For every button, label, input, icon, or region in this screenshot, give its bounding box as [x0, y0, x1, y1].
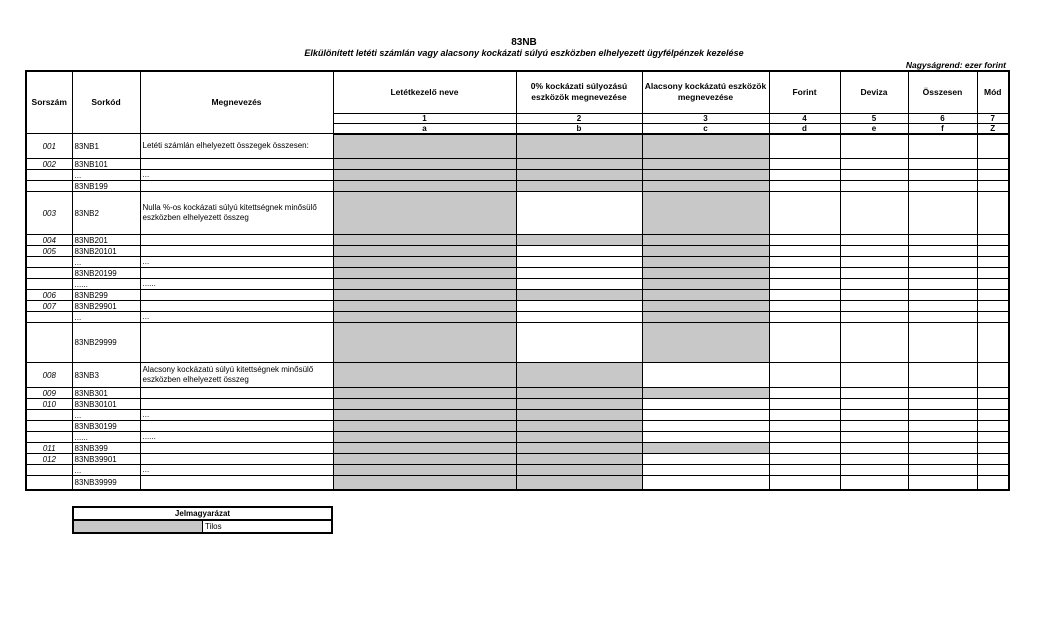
col-letter: b [516, 123, 642, 134]
forbidden-cell-letetkezelo [333, 465, 516, 476]
input-cell-low-risk[interactable] [642, 465, 769, 476]
col-number: 2 [516, 113, 642, 123]
table-row [26, 443, 1009, 454]
forbidden-cell-zero-risk [516, 454, 642, 465]
table-row [26, 301, 1009, 312]
row-megnevezes [140, 301, 333, 312]
input-cell-forint[interactable] [769, 323, 840, 363]
input-cell-osszesen[interactable] [908, 290, 977, 301]
input-cell-mod[interactable] [977, 268, 1009, 279]
row-sorszam: 011 [26, 443, 72, 454]
table-row [26, 235, 1009, 246]
col-letter: e [840, 123, 908, 134]
input-cell-mod[interactable] [977, 279, 1009, 290]
forbidden-cell-low-risk [642, 279, 769, 290]
row-sorkod: 83NB29999 [72, 323, 140, 363]
col-letter: c [642, 123, 769, 134]
row-sorszam [26, 279, 72, 290]
row-megnevezes: ... [140, 170, 333, 181]
col-header-low-risk: Alacsony kockázatú eszközök megnevezése [642, 71, 769, 113]
input-cell-mod[interactable] [977, 192, 1009, 235]
input-cell-deviza[interactable] [840, 192, 908, 235]
input-cell-mod[interactable] [977, 421, 1009, 432]
col-number: 6 [908, 113, 977, 123]
forbidden-cell-zero-risk [516, 465, 642, 476]
forbidden-cell-low-risk [642, 290, 769, 301]
row-sorszam [26, 257, 72, 268]
forbidden-cell-letetkezelo [333, 432, 516, 443]
forbidden-cell-zero-risk [516, 181, 642, 192]
row-megnevezes [140, 181, 333, 192]
input-cell-osszesen[interactable] [908, 134, 977, 159]
table-row [26, 134, 1009, 159]
input-cell-forint[interactable] [769, 181, 840, 192]
input-cell-mod[interactable] [977, 399, 1009, 410]
forbidden-cell-letetkezelo [333, 257, 516, 268]
input-cell-low-risk[interactable] [642, 410, 769, 421]
row-megnevezes: Letéti számlán elhelyezett összegek összesen: [140, 134, 333, 159]
input-cell-zero-risk[interactable] [516, 192, 642, 235]
forbidden-cell-low-risk [642, 181, 769, 192]
row-sorkod: 83NB299 [72, 290, 140, 301]
row-sorkod: 83NB199 [72, 181, 140, 192]
input-cell-low-risk[interactable] [642, 363, 769, 388]
input-cell-osszesen[interactable] [908, 476, 977, 490]
input-cell-osszesen[interactable] [908, 443, 977, 454]
row-megnevezes [140, 290, 333, 301]
input-cell-zero-risk[interactable] [516, 312, 642, 323]
input-cell-deviza[interactable] [840, 454, 908, 465]
row-sorkod: ... [72, 170, 140, 181]
forbidden-cell-low-risk [642, 192, 769, 235]
input-cell-osszesen[interactable] [908, 312, 977, 323]
table-row [26, 323, 1009, 363]
input-cell-forint[interactable] [769, 290, 840, 301]
table-row [26, 399, 1009, 410]
input-cell-mod[interactable] [977, 235, 1009, 246]
input-cell-mod[interactable] [977, 410, 1009, 421]
table-row [26, 454, 1009, 465]
table-row [26, 312, 1009, 323]
input-cell-osszesen[interactable] [908, 421, 977, 432]
forbidden-cell-letetkezelo [333, 363, 516, 388]
form-subtitle: Elkülönített letéti számlán vagy alacsony kockázati súlyú eszközben elhelyezett ügyfélpénzek kezelése [304, 48, 744, 58]
col-header-sorkod: Sorkód [72, 71, 140, 134]
input-cell-forint[interactable] [769, 312, 840, 323]
row-sorszam: 004 [26, 235, 72, 246]
forbidden-cell-letetkezelo [333, 312, 516, 323]
row-megnevezes [140, 443, 333, 454]
input-cell-osszesen[interactable] [908, 159, 977, 170]
input-cell-osszesen[interactable] [908, 465, 977, 476]
input-cell-deviza[interactable] [840, 312, 908, 323]
legend [72, 506, 333, 534]
input-cell-low-risk[interactable] [642, 454, 769, 465]
col-header-megnevezes: Megnevezés [140, 71, 333, 134]
input-cell-osszesen[interactable] [908, 454, 977, 465]
col-header-letetkezelo: Letétkezelő neve [333, 71, 516, 113]
input-cell-mod[interactable] [977, 476, 1009, 490]
input-cell-osszesen[interactable] [908, 410, 977, 421]
row-megnevezes: ...... [140, 279, 333, 290]
table-row [26, 279, 1009, 290]
input-cell-forint[interactable] [769, 235, 840, 246]
forbidden-cell-zero-risk [516, 290, 642, 301]
row-megnevezes [140, 323, 333, 363]
row-sorszam: 002 [26, 159, 72, 170]
col-header-forint: Forint [769, 71, 840, 113]
forbidden-cell-letetkezelo [333, 268, 516, 279]
input-cell-osszesen[interactable] [908, 246, 977, 257]
row-sorkod: 83NB1 [72, 134, 140, 159]
input-cell-zero-risk[interactable] [516, 301, 642, 312]
input-cell-mod[interactable] [977, 170, 1009, 181]
input-cell-deviza[interactable] [840, 363, 908, 388]
table-row [26, 410, 1009, 421]
legend-forbidden-swatch [73, 520, 203, 533]
input-cell-forint[interactable] [769, 410, 840, 421]
input-cell-osszesen[interactable] [908, 192, 977, 235]
row-sorszam: 010 [26, 399, 72, 410]
table-row [26, 257, 1009, 268]
forbidden-cell-letetkezelo [333, 192, 516, 235]
input-cell-deviza[interactable] [840, 268, 908, 279]
col-header-zero-risk: 0% kockázati súlyozású eszközök megnevezése [516, 71, 642, 113]
input-cell-osszesen[interactable] [908, 432, 977, 443]
row-sorkod: ...... [72, 432, 140, 443]
input-cell-forint[interactable] [769, 301, 840, 312]
legend-forbidden-label: Tilos [203, 520, 333, 533]
input-cell-mod[interactable] [977, 465, 1009, 476]
forbidden-cell-letetkezelo [333, 279, 516, 290]
input-cell-deviza[interactable] [840, 279, 908, 290]
input-cell-deviza[interactable] [840, 432, 908, 443]
row-sorszam: 007 [26, 301, 72, 312]
forbidden-cell-low-risk [642, 235, 769, 246]
input-cell-forint[interactable] [769, 268, 840, 279]
col-letter: a [333, 123, 516, 134]
forbidden-cell-low-risk [642, 323, 769, 363]
row-sorkod: 83NB201 [72, 235, 140, 246]
input-cell-mod[interactable] [977, 363, 1009, 388]
input-cell-osszesen[interactable] [908, 257, 977, 268]
input-cell-osszesen[interactable] [908, 181, 977, 192]
input-cell-deviza[interactable] [840, 134, 908, 159]
forbidden-cell-letetkezelo [333, 454, 516, 465]
input-cell-forint[interactable] [769, 363, 840, 388]
input-cell-forint[interactable] [769, 246, 840, 257]
row-sorkod: 83NB101 [72, 159, 140, 170]
row-sorszam [26, 268, 72, 279]
row-sorszam [26, 432, 72, 443]
forbidden-cell-zero-risk [516, 235, 642, 246]
forbidden-cell-letetkezelo [333, 181, 516, 192]
forbidden-cell-letetkezelo [333, 399, 516, 410]
input-cell-deviza[interactable] [840, 410, 908, 421]
input-cell-forint[interactable] [769, 257, 840, 268]
table-row [26, 465, 1009, 476]
input-cell-zero-risk[interactable] [516, 246, 642, 257]
forbidden-cell-low-risk [642, 170, 769, 181]
table-row [26, 476, 1009, 490]
row-megnevezes [140, 268, 333, 279]
row-sorkod: 83NB20101 [72, 246, 140, 257]
row-megnevezes [140, 246, 333, 257]
input-cell-deviza[interactable] [840, 323, 908, 363]
input-cell-osszesen[interactable] [908, 399, 977, 410]
row-sorszam [26, 181, 72, 192]
forbidden-cell-low-risk [642, 134, 769, 159]
forbidden-cell-low-risk [642, 268, 769, 279]
row-sorszam: 001 [26, 134, 72, 159]
input-cell-low-risk[interactable] [642, 476, 769, 490]
col-number: 7 [977, 113, 1009, 123]
forbidden-cell-low-risk [642, 159, 769, 170]
input-cell-low-risk[interactable] [642, 399, 769, 410]
forbidden-cell-letetkezelo [333, 159, 516, 170]
row-sorkod: 83NB39901 [72, 454, 140, 465]
row-sorszam: 009 [26, 388, 72, 399]
row-sorszam: 012 [26, 454, 72, 465]
input-cell-osszesen[interactable] [908, 268, 977, 279]
forbidden-cell-zero-risk [516, 134, 642, 159]
col-letter: f [908, 123, 977, 134]
row-sorkod: ... [72, 257, 140, 268]
forbidden-cell-letetkezelo [333, 134, 516, 159]
row-megnevezes: ... [140, 410, 333, 421]
forbidden-cell-zero-risk [516, 432, 642, 443]
row-sorkod: ... [72, 410, 140, 421]
input-cell-osszesen[interactable] [908, 301, 977, 312]
input-cell-mod[interactable] [977, 443, 1009, 454]
input-cell-deviza[interactable] [840, 301, 908, 312]
forbidden-cell-low-risk [642, 312, 769, 323]
row-sorkod: 83NB29901 [72, 301, 140, 312]
input-cell-forint[interactable] [769, 170, 840, 181]
forbidden-cell-zero-risk [516, 159, 642, 170]
row-sorszam [26, 323, 72, 363]
input-cell-mod[interactable] [977, 312, 1009, 323]
forbidden-cell-letetkezelo [333, 235, 516, 246]
input-cell-mod[interactable] [977, 454, 1009, 465]
input-cell-deviza[interactable] [840, 181, 908, 192]
input-cell-mod[interactable] [977, 159, 1009, 170]
row-sorkod: ... [72, 465, 140, 476]
form-code-title: 83NB [511, 37, 537, 48]
col-number: 3 [642, 113, 769, 123]
row-megnevezes: ... [140, 465, 333, 476]
input-cell-osszesen[interactable] [908, 279, 977, 290]
table-row [26, 170, 1009, 181]
input-cell-osszesen[interactable] [908, 388, 977, 399]
input-cell-osszesen[interactable] [908, 363, 977, 388]
forbidden-cell-letetkezelo [333, 388, 516, 399]
input-cell-forint[interactable] [769, 454, 840, 465]
input-cell-forint[interactable] [769, 432, 840, 443]
input-cell-forint[interactable] [769, 279, 840, 290]
forbidden-cell-low-risk [642, 246, 769, 257]
input-cell-zero-risk[interactable] [516, 268, 642, 279]
input-cell-deviza[interactable] [840, 421, 908, 432]
forbidden-cell-zero-risk [516, 399, 642, 410]
input-cell-mod[interactable] [977, 301, 1009, 312]
input-cell-forint[interactable] [769, 134, 840, 159]
forbidden-cell-low-risk [642, 443, 769, 454]
row-sorszam [26, 312, 72, 323]
input-cell-deviza[interactable] [840, 170, 908, 181]
input-cell-deviza[interactable] [840, 443, 908, 454]
row-megnevezes [140, 235, 333, 246]
input-cell-deviza[interactable] [840, 290, 908, 301]
input-cell-mod[interactable] [977, 181, 1009, 192]
table-body [26, 134, 1009, 490]
input-cell-osszesen[interactable] [908, 235, 977, 246]
col-number: 4 [769, 113, 840, 123]
forbidden-cell-zero-risk [516, 170, 642, 181]
row-sorkod: 83NB301 [72, 388, 140, 399]
row-megnevezes: Nulla %-os kockázati súlyú kitettségnek minősülő eszközben elhelyezett összeg [140, 192, 333, 235]
col-header-deviza: Deviza [840, 71, 908, 113]
forbidden-cell-low-risk [642, 388, 769, 399]
table-row [26, 181, 1009, 192]
row-megnevezes: Alacsony kockázatú súlyú kitettségnek minősülő eszközben elhelyezett összeg [140, 363, 333, 388]
col-number: 1 [333, 113, 516, 123]
table-row [26, 268, 1009, 279]
input-cell-deviza[interactable] [840, 246, 908, 257]
row-sorszam [26, 465, 72, 476]
input-cell-zero-risk[interactable] [516, 257, 642, 268]
input-cell-mod[interactable] [977, 388, 1009, 399]
row-sorszam: 005 [26, 246, 72, 257]
input-cell-mod[interactable] [977, 323, 1009, 363]
input-cell-mod[interactable] [977, 290, 1009, 301]
input-cell-deviza[interactable] [840, 257, 908, 268]
input-cell-deviza[interactable] [840, 476, 908, 490]
input-cell-deviza[interactable] [840, 159, 908, 170]
input-cell-deviza[interactable] [840, 235, 908, 246]
row-megnevezes: ... [140, 312, 333, 323]
row-megnevezes [140, 454, 333, 465]
row-sorkod: 83NB30199 [72, 421, 140, 432]
row-sorkod: 83NB39999 [72, 476, 140, 490]
forbidden-cell-letetkezelo [333, 290, 516, 301]
input-cell-deviza[interactable] [840, 465, 908, 476]
row-sorkod: 83NB2 [72, 192, 140, 235]
table-row [26, 159, 1009, 170]
row-megnevezes [140, 388, 333, 399]
row-sorkod: ... [72, 312, 140, 323]
input-cell-forint[interactable] [769, 421, 840, 432]
forbidden-cell-low-risk [642, 257, 769, 268]
magnitude-note: Nagyságrend: ezer forint [905, 60, 1006, 70]
row-megnevezes: ...... [140, 432, 333, 443]
col-letter: Z [977, 123, 1009, 134]
table-row [26, 192, 1009, 235]
input-cell-deviza[interactable] [840, 399, 908, 410]
row-megnevezes: ... [140, 257, 333, 268]
input-cell-osszesen[interactable] [908, 170, 977, 181]
col-header-mod: Mód [977, 71, 1009, 113]
table-row [26, 388, 1009, 399]
input-cell-forint[interactable] [769, 192, 840, 235]
row-sorszam: 006 [26, 290, 72, 301]
table-row [26, 290, 1009, 301]
forbidden-cell-letetkezelo [333, 443, 516, 454]
input-cell-mod[interactable] [977, 246, 1009, 257]
row-sorkod: 83NB399 [72, 443, 140, 454]
input-cell-mod[interactable] [977, 432, 1009, 443]
forbidden-cell-zero-risk [516, 410, 642, 421]
col-header-sorszam: Sorszám [26, 71, 72, 134]
input-cell-low-risk[interactable] [642, 432, 769, 443]
forbidden-cell-low-risk [642, 301, 769, 312]
table-row [26, 246, 1009, 257]
forbidden-cell-letetkezelo [333, 410, 516, 421]
input-cell-forint[interactable] [769, 388, 840, 399]
input-cell-zero-risk[interactable] [516, 323, 642, 363]
table-row [26, 432, 1009, 443]
forbidden-cell-zero-risk [516, 388, 642, 399]
forbidden-cell-zero-risk [516, 421, 642, 432]
input-cell-forint[interactable] [769, 443, 840, 454]
row-megnevezes [140, 159, 333, 170]
row-sorszam [26, 421, 72, 432]
input-cell-mod[interactable] [977, 134, 1009, 159]
forbidden-cell-zero-risk [516, 476, 642, 490]
table-row [26, 363, 1009, 388]
row-megnevezes [140, 421, 333, 432]
row-sorkod: ...... [72, 279, 140, 290]
col-letter: d [769, 123, 840, 134]
forbidden-cell-letetkezelo [333, 246, 516, 257]
forbidden-cell-zero-risk [516, 363, 642, 388]
row-sorszam: 008 [26, 363, 72, 388]
input-cell-forint[interactable] [769, 476, 840, 490]
forbidden-cell-letetkezelo [333, 323, 516, 363]
row-sorszam: 003 [26, 192, 72, 235]
input-cell-deviza[interactable] [840, 388, 908, 399]
input-cell-forint[interactable] [769, 159, 840, 170]
forbidden-cell-letetkezelo [333, 301, 516, 312]
row-sorkod: 83NB30101 [72, 399, 140, 410]
forbidden-cell-zero-risk [516, 443, 642, 454]
row-megnevezes [140, 476, 333, 490]
input-cell-zero-risk[interactable] [516, 279, 642, 290]
input-cell-forint[interactable] [769, 465, 840, 476]
forbidden-cell-letetkezelo [333, 421, 516, 432]
input-cell-mod[interactable] [977, 257, 1009, 268]
row-megnevezes [140, 399, 333, 410]
row-sorszam [26, 410, 72, 421]
col-number: 5 [840, 113, 908, 123]
row-sorszam [26, 170, 72, 181]
row-sorszam [26, 476, 72, 490]
forbidden-cell-letetkezelo [333, 476, 516, 490]
table-row [26, 421, 1009, 432]
input-cell-forint[interactable] [769, 399, 840, 410]
data-table [25, 70, 1010, 491]
input-cell-osszesen[interactable] [908, 323, 977, 363]
input-cell-low-risk[interactable] [642, 421, 769, 432]
row-sorkod: 83NB3 [72, 363, 140, 388]
row-sorkod: 83NB20199 [72, 268, 140, 279]
col-header-osszesen: Összesen [908, 71, 977, 113]
forbidden-cell-letetkezelo [333, 170, 516, 181]
legend-title: Jelmagyarázat [73, 507, 332, 520]
